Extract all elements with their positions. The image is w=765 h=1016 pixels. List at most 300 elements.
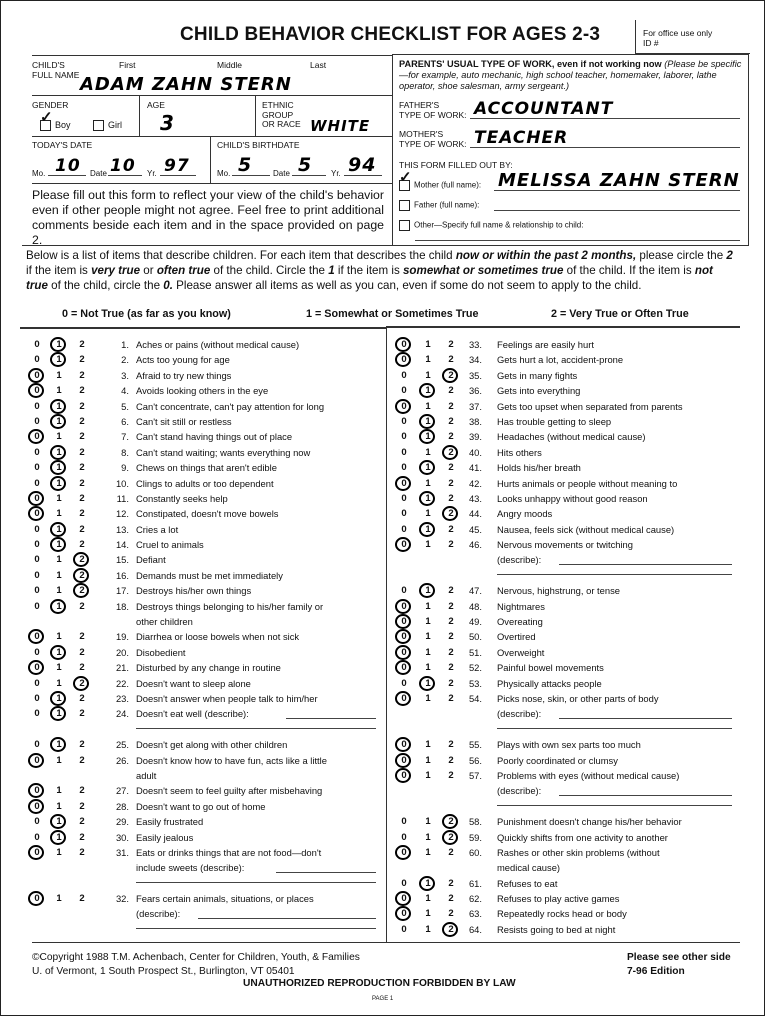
rating-option-1[interactable]: 1: [425, 923, 431, 935]
rating-option-0[interactable]: 0: [397, 891, 411, 906]
item-text: Destroys things belonging to his/her family or: [136, 600, 324, 612]
describe-field[interactable]: [136, 882, 376, 883]
filled-by-label: THIS FORM FILLED OUT BY:: [399, 160, 513, 170]
rating-option-0[interactable]: 0: [397, 537, 411, 552]
rating-option-2[interactable]: 2: [79, 446, 85, 458]
rating-option-1[interactable]: 1: [425, 908, 431, 920]
rating-option-0[interactable]: 0: [401, 816, 407, 828]
rating-option-2[interactable]: 2: [79, 816, 85, 828]
rating-option-2[interactable]: 2: [448, 385, 454, 397]
ethnic-field[interactable]: WHITE: [310, 117, 371, 135]
rating-option-2[interactable]: 2: [79, 708, 85, 720]
rating-option-2[interactable]: 2: [448, 585, 454, 597]
rating-option-2[interactable]: 2: [79, 846, 85, 858]
girl-checkbox-box[interactable]: [93, 120, 104, 131]
item-number: 57.: [468, 769, 482, 781]
rating-option-0[interactable]: 0: [401, 508, 407, 520]
father-checkbox[interactable]: [399, 200, 410, 211]
item-number: 45.: [468, 523, 482, 535]
rating-option-2[interactable]: 2: [79, 339, 85, 350]
item-number: 31.: [115, 846, 129, 858]
rating-option-2[interactable]: 2: [79, 462, 85, 474]
item-text: Easily frustrated: [136, 816, 204, 828]
rating-option-1[interactable]: 1: [425, 354, 431, 366]
rating-option-0[interactable]: 0: [397, 614, 411, 629]
checklist-item: [386, 660, 764, 675]
rating-option-1[interactable]: 1: [52, 460, 66, 475]
checklist-item: [0, 629, 386, 644]
rating-option-1[interactable]: 1: [56, 677, 62, 689]
rating-option-2[interactable]: 2: [448, 339, 454, 350]
rating-option-2[interactable]: 2: [75, 552, 89, 567]
rating-option-1[interactable]: 1: [425, 400, 431, 412]
rating-option-0[interactable]: 0: [397, 691, 411, 706]
rating-option-0[interactable]: 0: [30, 753, 44, 768]
gender-label: GENDER: [32, 100, 69, 110]
rating-option-1[interactable]: 1: [56, 893, 62, 905]
checklist-item: [386, 352, 764, 367]
father-name-field[interactable]: [494, 198, 740, 211]
rating-option-0[interactable]: 0: [30, 629, 44, 644]
rating-option-2[interactable]: 2: [79, 662, 85, 674]
rating-option-2[interactable]: 2: [79, 431, 85, 443]
rating-option-2[interactable]: 2: [79, 492, 85, 504]
rating-option-2[interactable]: 2: [79, 754, 85, 766]
rating-option-1[interactable]: 1: [425, 739, 431, 751]
rating-option-1[interactable]: 1: [425, 631, 431, 643]
checklist-item: [0, 460, 386, 475]
rating-option-1[interactable]: 1: [425, 477, 431, 489]
rating-option-2[interactable]: 2: [444, 922, 458, 937]
rating-option-2[interactable]: 2: [79, 400, 85, 412]
rating-option-2[interactable]: 2: [448, 616, 454, 628]
rating-option-2[interactable]: 2: [79, 415, 85, 427]
rating-option-0[interactable]: 0: [30, 783, 44, 798]
rating-option-1[interactable]: 1: [425, 754, 431, 766]
rating-option-0[interactable]: 0: [34, 600, 40, 612]
boy-checkbox-box[interactable]: [40, 120, 51, 131]
rating-option-0[interactable]: 0: [397, 737, 411, 752]
mother-checkbox[interactable]: [399, 180, 410, 191]
rating-option-1[interactable]: 1: [421, 583, 435, 598]
rating-option-2[interactable]: 2: [448, 677, 454, 689]
rating-option-1[interactable]: 1: [56, 369, 62, 381]
father-work-label: FATHER'S TYPE OF WORK:: [399, 100, 467, 120]
rating-option-0[interactable]: 0: [397, 660, 411, 675]
item-number: 48.: [468, 600, 482, 612]
rating-option-1[interactable]: 1: [52, 414, 66, 429]
rating-option-2[interactable]: 2: [448, 431, 454, 443]
items-list-left: [0, 337, 386, 937]
rating-option-2[interactable]: 2: [444, 445, 458, 460]
rating-option-1[interactable]: 1: [52, 706, 66, 721]
rating-option-2[interactable]: 2: [448, 477, 454, 489]
rating-option-2[interactable]: 2: [448, 631, 454, 643]
edition-info: Please see other side 7-96 Edition: [627, 952, 731, 977]
item-text: Cruel to animals: [136, 539, 204, 551]
checklist-item-continued: [0, 768, 386, 783]
today-yr-value: 97: [164, 156, 190, 176]
rating-option-0[interactable]: 0: [397, 476, 411, 491]
rating-option-0[interactable]: 0: [401, 492, 407, 504]
rating-option-2[interactable]: 2: [79, 785, 85, 797]
other-name-field[interactable]: [415, 228, 740, 241]
rating-option-0[interactable]: 0: [401, 677, 407, 689]
rating-option-0[interactable]: 0: [34, 831, 40, 843]
rating-option-1[interactable]: 1: [52, 737, 66, 752]
rating-option-0[interactable]: 0: [34, 677, 40, 689]
rating-option-1[interactable]: 1: [56, 585, 62, 597]
item-text-continued: include sweets (describe):: [136, 862, 245, 874]
rating-option-1[interactable]: 1: [421, 876, 435, 891]
rating-option-2[interactable]: 2: [79, 631, 85, 643]
checklist-item-continued: [0, 614, 386, 629]
rating-option-2[interactable]: 2: [448, 877, 454, 889]
rating-option-0[interactable]: 0: [397, 645, 411, 660]
rating-option-2[interactable]: 2: [444, 506, 458, 521]
rating-option-2[interactable]: 2: [75, 583, 89, 598]
item-text: Can't stand having things out of place: [136, 431, 293, 443]
rating-option-2[interactable]: 2: [79, 692, 85, 704]
item-text: Avoids looking others in the eye: [136, 385, 269, 397]
rating-option-2[interactable]: 2: [75, 676, 89, 691]
rating-option-2[interactable]: 2: [448, 739, 454, 751]
office-use-label: For office use only: [643, 28, 713, 38]
rating-option-1[interactable]: 1: [425, 369, 431, 381]
describe-extra-line: [0, 722, 386, 737]
item-text: Acts too young for age: [136, 354, 230, 366]
rating-option-0[interactable]: 0: [34, 339, 40, 350]
rating-option-2[interactable]: 2: [448, 492, 454, 504]
rating-option-2[interactable]: 2: [444, 814, 458, 829]
birth-mo-label: Mo.: [217, 169, 231, 178]
item-text: Can't concentrate, can't pay attention for long: [136, 400, 325, 412]
rating-option-1[interactable]: 1: [425, 446, 431, 458]
rating-option-0[interactable]: 0: [34, 446, 40, 458]
rating-option-2[interactable]: 2: [75, 568, 89, 583]
rating-option-0[interactable]: 0: [397, 629, 411, 644]
describe-field[interactable]: [286, 718, 376, 719]
rating-option-1[interactable]: 1: [56, 508, 62, 520]
item-text: Resists going to bed at night: [497, 923, 616, 935]
rating-option-0[interactable]: 0: [397, 399, 411, 414]
checklist-item: [386, 506, 764, 521]
rating-option-2[interactable]: 2: [448, 893, 454, 905]
rating-option-0[interactable]: 0: [401, 385, 407, 397]
rating-option-0[interactable]: 0: [34, 646, 40, 658]
rating-option-0[interactable]: 0: [34, 477, 40, 489]
rating-option-2[interactable]: 2: [448, 769, 454, 781]
checklist-item: [386, 599, 764, 614]
checklist-item-continued: [386, 860, 764, 875]
rating-option-0[interactable]: 0: [401, 462, 407, 474]
checklist-item: [386, 429, 764, 444]
rating-option-1[interactable]: 1: [425, 831, 431, 843]
rating-option-2[interactable]: 2: [79, 508, 85, 520]
rating-option-0[interactable]: 0: [401, 415, 407, 427]
rating-option-1[interactable]: 1: [425, 893, 431, 905]
boy-checkbox[interactable]: ✓Boy: [40, 120, 71, 131]
item-text: Can't sit still or restless: [136, 415, 232, 427]
item-text: Gets in many fights: [497, 369, 578, 381]
rating-option-1[interactable]: 1: [56, 846, 62, 858]
child-name-label: CHILD'S FULL NAME: [32, 60, 80, 80]
rating-option-0[interactable]: 0: [30, 506, 44, 521]
item-number: 47.: [468, 585, 482, 597]
rating-option-1[interactable]: 1: [425, 539, 431, 551]
rating-option-0[interactable]: 0: [397, 337, 411, 352]
rating-option-1[interactable]: 1: [425, 769, 431, 781]
rating-option-0[interactable]: 0: [401, 831, 407, 843]
divider: [255, 95, 256, 136]
rating-option-2[interactable]: 2: [79, 646, 85, 658]
rating-option-0[interactable]: 0: [397, 352, 411, 367]
rating-option-1[interactable]: 1: [56, 631, 62, 643]
rating-option-1[interactable]: 1: [421, 460, 435, 475]
rating-option-2[interactable]: 2: [79, 477, 85, 489]
describe-field[interactable]: [497, 728, 732, 729]
rating-option-2[interactable]: 2: [448, 754, 454, 766]
rating-option-2[interactable]: 2: [448, 846, 454, 858]
rating-option-2[interactable]: 2: [448, 415, 454, 427]
divider: [210, 136, 211, 183]
rating-option-1[interactable]: 1: [425, 508, 431, 520]
rating-option-0[interactable]: 0: [30, 429, 44, 444]
checklist-item-continued: [386, 706, 764, 721]
divider: [20, 327, 386, 329]
rating-option-1[interactable]: 1: [425, 646, 431, 658]
rating-option-0[interactable]: 0: [34, 692, 40, 704]
rating-option-0[interactable]: 0: [34, 415, 40, 427]
item-number: 59.: [468, 831, 482, 843]
rating-option-0[interactable]: 0: [30, 368, 44, 383]
item-text: Cries a lot: [136, 523, 179, 535]
describe-field[interactable]: [559, 564, 732, 565]
checklist-item: [0, 476, 386, 491]
rating-option-2[interactable]: 2: [79, 385, 85, 397]
checklist-item: [0, 537, 386, 552]
item-text: Nightmares: [497, 600, 545, 612]
rating-option-1[interactable]: 1: [421, 522, 435, 537]
describe-field[interactable]: [497, 574, 732, 575]
item-number: 5.: [121, 400, 129, 412]
item-number: 32.: [115, 893, 129, 905]
rating-option-1[interactable]: 1: [52, 814, 66, 829]
rating-option-1[interactable]: 1: [425, 339, 431, 350]
rating-option-2[interactable]: 2: [79, 600, 85, 612]
rating-option-1[interactable]: 1: [52, 476, 66, 491]
rating-option-1[interactable]: 1: [421, 491, 435, 506]
rating-option-2[interactable]: 2: [79, 539, 85, 551]
rating-option-2[interactable]: 2: [448, 600, 454, 612]
checklist-item: [386, 845, 764, 860]
child-full-name-field[interactable]: ADAM ZAHN STERN: [80, 74, 292, 95]
rating-option-1[interactable]: 1: [56, 662, 62, 674]
rating-option-1[interactable]: 1: [425, 692, 431, 704]
rating-option-1[interactable]: 1: [421, 429, 435, 444]
rating-option-0[interactable]: 0: [34, 400, 40, 412]
item-text: Disobedient: [136, 646, 186, 658]
rating-option-0[interactable]: 0: [30, 491, 44, 506]
rating-option-2[interactable]: 2: [448, 523, 454, 535]
rating-option-1[interactable]: 1: [56, 754, 62, 766]
item-text: Defiant: [136, 554, 166, 566]
rating-option-1[interactable]: 1: [421, 414, 435, 429]
rating-option-2[interactable]: 2: [444, 830, 458, 845]
checklist-item: [0, 645, 386, 660]
girl-checkbox[interactable]: Girl: [93, 120, 122, 131]
rating-option-1[interactable]: 1: [56, 385, 62, 397]
rating-option-1[interactable]: 1: [56, 785, 62, 797]
rating-option-0[interactable]: 0: [34, 554, 40, 566]
rating-option-1[interactable]: 1: [52, 399, 66, 414]
rating-option-0[interactable]: 0: [30, 845, 44, 860]
rating-option-1[interactable]: 1: [56, 569, 62, 581]
rating-option-0[interactable]: 0: [397, 845, 411, 860]
checklist-item: [0, 583, 386, 598]
item-text-continued: (describe):: [136, 908, 181, 920]
age-field[interactable]: 3: [160, 111, 175, 135]
rating-option-1[interactable]: 1: [52, 830, 66, 845]
rating-option-2[interactable]: 2: [79, 800, 85, 812]
rating-option-0[interactable]: 0: [401, 431, 407, 443]
id-label: ID #: [643, 38, 659, 48]
rating-option-0[interactable]: 0: [34, 354, 40, 366]
rating-option-1[interactable]: 1: [52, 522, 66, 537]
rating-option-1[interactable]: 1: [52, 599, 66, 614]
checklist-item: [386, 922, 764, 937]
checklist-item: [0, 383, 386, 398]
rating-option-0[interactable]: 0: [401, 523, 407, 535]
rating-option-1[interactable]: 1: [52, 352, 66, 367]
rating-option-1[interactable]: 1: [56, 800, 62, 812]
rating-option-1[interactable]: 1: [425, 662, 431, 674]
rating-option-2[interactable]: 2: [79, 893, 85, 905]
rating-option-1[interactable]: 1: [52, 645, 66, 660]
rating-option-2[interactable]: 2: [79, 831, 85, 843]
rating-option-0[interactable]: 0: [34, 462, 40, 474]
other-checkbox[interactable]: [399, 220, 410, 231]
other-option[interactable]: Other—Specify full name & relationship to child:: [399, 220, 583, 231]
rating-option-2[interactable]: 2: [448, 539, 454, 551]
item-text: Plays with own sex parts too much: [497, 739, 641, 751]
rating-option-1[interactable]: 1: [425, 616, 431, 628]
checklist-item: [0, 568, 386, 583]
rating-option-2[interactable]: 2: [448, 462, 454, 474]
rating-option-0[interactable]: 0: [30, 891, 44, 906]
checklist-item-continued: [0, 906, 386, 921]
rating-option-2[interactable]: 2: [448, 646, 454, 658]
item-text: Problems with eyes (without medical cause): [497, 769, 680, 781]
rating-option-1[interactable]: 1: [421, 383, 435, 398]
checklist-item: [386, 906, 764, 921]
father-option[interactable]: Father (full name):: [399, 200, 479, 211]
divider: [32, 942, 386, 943]
item-number: 30.: [115, 831, 129, 843]
rating-option-2[interactable]: 2: [79, 523, 85, 535]
item-text: Doesn't want to go out of home: [136, 800, 266, 812]
rating-option-1[interactable]: 1: [56, 492, 62, 504]
rating-option-0[interactable]: 0: [34, 708, 40, 720]
rating-option-1[interactable]: 1: [425, 600, 431, 612]
checklist-item: [386, 737, 764, 752]
describe-field[interactable]: [497, 805, 732, 806]
rating-option-1[interactable]: 1: [52, 537, 66, 552]
rating-option-1[interactable]: 1: [56, 554, 62, 566]
middle-label: Middle: [217, 60, 243, 70]
item-number: 40.: [468, 446, 482, 458]
rating-option-0[interactable]: 0: [397, 906, 411, 921]
legend-zero: 0 = Not True (as far as you know): [62, 308, 231, 320]
rating-option-1[interactable]: 1: [52, 337, 66, 352]
rating-option-2[interactable]: 2: [448, 662, 454, 674]
describe-field[interactable]: [136, 728, 376, 729]
rating-option-0[interactable]: 0: [34, 816, 40, 828]
rating-option-0[interactable]: 0: [30, 799, 44, 814]
rating-option-2[interactable]: 2: [79, 739, 85, 751]
rating-option-0[interactable]: 0: [34, 739, 40, 751]
rating-option-2[interactable]: 2: [448, 400, 454, 412]
rating-option-1[interactable]: 1: [425, 846, 431, 858]
rating-option-0[interactable]: 0: [401, 923, 407, 935]
rating-option-0[interactable]: 0: [30, 660, 44, 675]
rating-option-0[interactable]: 0: [34, 585, 40, 597]
item-text: Headaches (without medical cause): [497, 431, 646, 443]
divider: [32, 95, 392, 96]
rating-option-0[interactable]: 0: [34, 539, 40, 551]
describe-field[interactable]: [198, 918, 376, 919]
item-text: Demands must be met immediately: [136, 569, 283, 581]
rating-option-0[interactable]: 0: [397, 753, 411, 768]
rating-option-2[interactable]: 2: [79, 369, 85, 381]
rating-option-2[interactable]: 2: [448, 692, 454, 704]
rating-option-0[interactable]: 0: [34, 569, 40, 581]
rating-option-1[interactable]: 1: [425, 816, 431, 828]
rating-option-0[interactable]: 0: [397, 599, 411, 614]
rating-option-1[interactable]: 1: [421, 676, 435, 691]
describe-field[interactable]: [559, 795, 732, 796]
rating-option-0[interactable]: 0: [401, 446, 407, 458]
rating-option-2[interactable]: 2: [448, 354, 454, 366]
describe-field[interactable]: [136, 928, 376, 929]
rating-option-0[interactable]: 0: [30, 383, 44, 398]
rating-option-2[interactable]: 2: [444, 368, 458, 383]
rating-option-1[interactable]: 1: [52, 445, 66, 460]
item-text: Doesn't answer when people talk to him/her: [136, 692, 318, 704]
rating-option-0[interactable]: 0: [401, 877, 407, 889]
item-number: 8.: [121, 446, 129, 458]
checklist-item: [386, 830, 764, 845]
item-text: Eats or drinks things that are not food—don't: [136, 846, 322, 858]
item-number: 50.: [468, 631, 482, 643]
mother-option[interactable]: ✓Mother (full name):: [399, 180, 481, 191]
rating-option-0[interactable]: 0: [34, 523, 40, 535]
rating-option-0[interactable]: 0: [397, 768, 411, 783]
rating-option-2[interactable]: 2: [448, 908, 454, 920]
rating-option-2[interactable]: 2: [79, 354, 85, 366]
item-number: 63.: [468, 908, 482, 920]
item-number: 28.: [115, 800, 129, 812]
rating-option-1[interactable]: 1: [52, 691, 66, 706]
describe-field[interactable]: [276, 872, 376, 873]
item-number: 25.: [115, 739, 129, 751]
describe-field[interactable]: [559, 718, 732, 719]
age-label: AGE: [147, 100, 165, 110]
rating-option-0[interactable]: 0: [401, 369, 407, 381]
rating-option-0[interactable]: 0: [401, 585, 407, 597]
item-number: 46.: [468, 539, 482, 551]
rating-option-1[interactable]: 1: [56, 431, 62, 443]
